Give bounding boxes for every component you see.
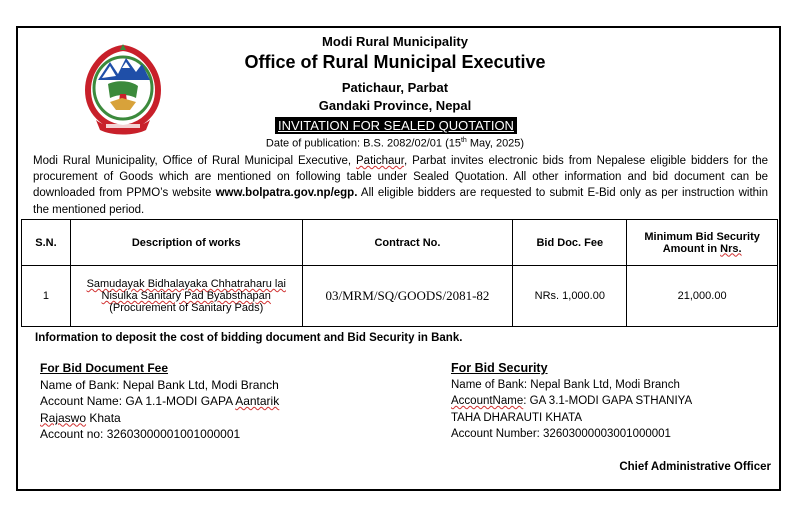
municipality-name: Modi Rural Municipality: [322, 34, 468, 49]
table-header-row: [22, 220, 778, 266]
signatory: Chief Administrative Officer: [619, 461, 771, 473]
bid-fee-bank: Name of Bank: Nepal Bank Ltd, Modi Branch: [40, 377, 279, 392]
bid-security-bank: Name of Bank: Nepal Bank Ltd, Modi Branch: [451, 378, 680, 391]
bid-table: [21, 219, 778, 327]
cell-bid-doc-fee: NRs. 1,000.00: [513, 266, 627, 327]
ppmo-website-link[interactable]: www.bolpatra.gov.np/egp.: [215, 187, 358, 200]
bid-fee-account-no: Account no: 32603000001001000001: [40, 427, 241, 441]
office-title: Office of Rural Municipal Executive: [244, 52, 546, 72]
province-line: Gandaki Province, Nepal: [318, 98, 472, 113]
cell-contract-no: 03/MRM/SQ/GOODS/2081-82: [302, 266, 513, 327]
nepal-emblem-icon: [80, 38, 166, 138]
bid-security-section: [451, 360, 751, 443]
bid-fee-account-name: Account Name: GA 1.1-MODI GAPA Aantarik Rajaswo Khata: [40, 394, 280, 425]
bid-security-heading: For Bid Security: [451, 361, 548, 375]
table-row: [22, 266, 778, 327]
header-contract-no: Contract No.: [302, 220, 513, 266]
header-sn: S.N.: [22, 220, 71, 266]
deposit-info-heading: Information to deposit the cost of bidding document and Bid Security in Bank.: [35, 332, 463, 344]
header-bid-security: Minimum Bid Security Amount in Nrs.: [627, 220, 778, 266]
bid-fee-heading: For Bid Document Fee: [40, 361, 169, 375]
publication-date: Date of publication: B.S. 2082/02/01 (15th May, 2025): [265, 137, 525, 150]
office-location: Patichaur, Parbat: [341, 80, 449, 95]
header-bid-doc-fee: Bid Doc. Fee: [513, 220, 627, 266]
header-description: Description of works: [70, 220, 302, 266]
cell-sn: 1: [22, 266, 71, 327]
notice-title-banner: INVITATION FOR SEALED QUOTATION: [275, 117, 517, 134]
bid-fee-section: [40, 360, 310, 443]
cell-bid-security: 21,000.00: [627, 266, 778, 327]
bid-security-account-no: Account Number: 32603000003001000001: [451, 428, 671, 440]
cell-description: Samudayak Bidhalayaka Chhatraharu lai Nisulka Sanitary Pad Byabsthapan (Procurement of Sanitary Pads): [70, 266, 302, 327]
bid-security-account-name: AccountName: GA 3.1-MODI GAPA STHANIYA TAHA DHARAUTI KHATA: [451, 395, 693, 424]
place-name: Patichaur: [356, 155, 404, 167]
intro-paragraph: Modi Rural Municipality, Office of Rural Municipal Executive, Patichaur, Parbat invites electronic bids from Nepalese eligible bidders for the procurement of Goods which are mentioned on following table under Sealed Quotation. All other information and bid document can be downloaded from PPMO’s website www.bolpatra.gov.np/egp. All eligible bidders are requested to submit E-Bid only as per instruction within the mentioned period.: [33, 155, 768, 216]
